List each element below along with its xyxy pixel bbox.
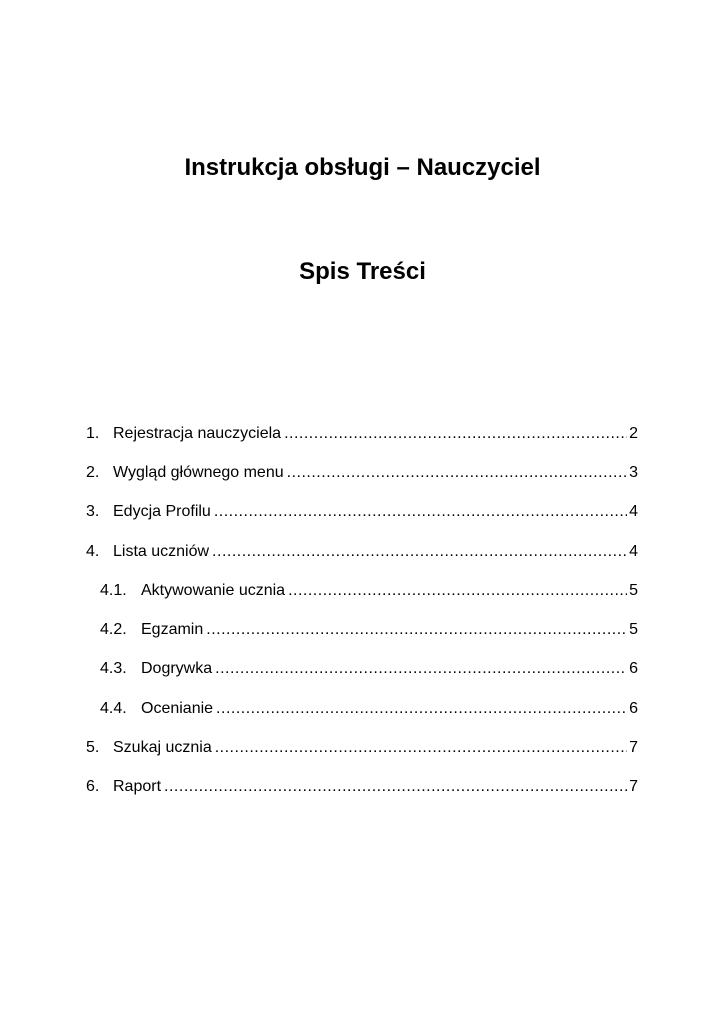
- toc-entry-number: 4.2.: [100, 621, 127, 639]
- toc-entry-title: Egzamin: [141, 621, 204, 639]
- toc-entry-title: Rejestracja nauczyciela: [113, 424, 282, 442]
- toc-entry-page: 4: [629, 542, 638, 560]
- toc-entry-title: Raport: [113, 778, 162, 796]
- toc-dot-leader: [287, 463, 627, 483]
- toc-entry-page: 2: [629, 424, 638, 442]
- toc-entry-title: Edycja Profilu: [113, 503, 211, 521]
- toc-entry-page: 5: [629, 621, 638, 639]
- toc-entry-number: 5.: [86, 739, 100, 757]
- toc-dot-leader: [215, 738, 627, 758]
- toc-entry[interactable]: [86, 453, 638, 492]
- toc-subentry[interactable]: [86, 571, 638, 610]
- toc-entry-page: 3: [629, 463, 638, 481]
- toc-entry-number: 4.1.: [100, 581, 127, 599]
- toc-dot-leader: [214, 502, 627, 522]
- toc-entry-title: Ocenianie: [141, 699, 214, 717]
- toc-entry-number: 4.3.: [100, 660, 127, 678]
- toc-subentry[interactable]: [86, 610, 638, 649]
- toc-entry-page: 7: [629, 778, 638, 796]
- toc-entry[interactable]: [86, 728, 638, 767]
- toc-entry-title: Szukaj ucznia: [113, 739, 212, 757]
- toc-entry[interactable]: [86, 414, 638, 453]
- toc-heading: Spis Treści: [299, 258, 426, 285]
- toc-entry-title: Dogrywka: [141, 660, 213, 678]
- toc-entry-number: 3.: [86, 503, 100, 521]
- toc-entry-title: Aktywowanie ucznia: [141, 581, 286, 599]
- toc-entry[interactable]: [86, 493, 638, 532]
- toc-entry-page: 7: [629, 739, 638, 757]
- toc-entry-number: 1.: [86, 424, 100, 442]
- table-of-contents: [86, 414, 638, 807]
- toc-entry[interactable]: [86, 532, 638, 571]
- toc-dot-leader: [164, 777, 627, 797]
- document-title: Instrukcja obsługi – Nauczyciel: [184, 154, 541, 181]
- toc-entry-page: 4: [629, 503, 638, 521]
- toc-entry-page: 5: [629, 581, 638, 599]
- toc-dot-leader: [216, 699, 627, 719]
- toc-subentry[interactable]: [86, 689, 638, 728]
- toc-entry-number: 4.: [86, 542, 100, 560]
- toc-entry-page: 6: [629, 699, 638, 717]
- toc-subentry[interactable]: [86, 650, 638, 689]
- toc-dot-leader: [206, 620, 627, 640]
- toc-dot-leader: [215, 659, 627, 679]
- toc-dot-leader: [288, 581, 627, 601]
- toc-dot-leader: [284, 424, 627, 444]
- toc-entry-number: 4.4.: [100, 699, 127, 717]
- toc-entry-page: 6: [629, 660, 638, 678]
- toc-entry-title: Lista uczniów: [113, 542, 210, 560]
- toc-entry[interactable]: [86, 768, 638, 807]
- toc-entry-title: Wygląd głównego menu: [113, 463, 284, 481]
- toc-entry-number: 2.: [86, 463, 100, 481]
- toc-dot-leader: [212, 542, 627, 562]
- toc-entry-number: 6.: [86, 778, 100, 796]
